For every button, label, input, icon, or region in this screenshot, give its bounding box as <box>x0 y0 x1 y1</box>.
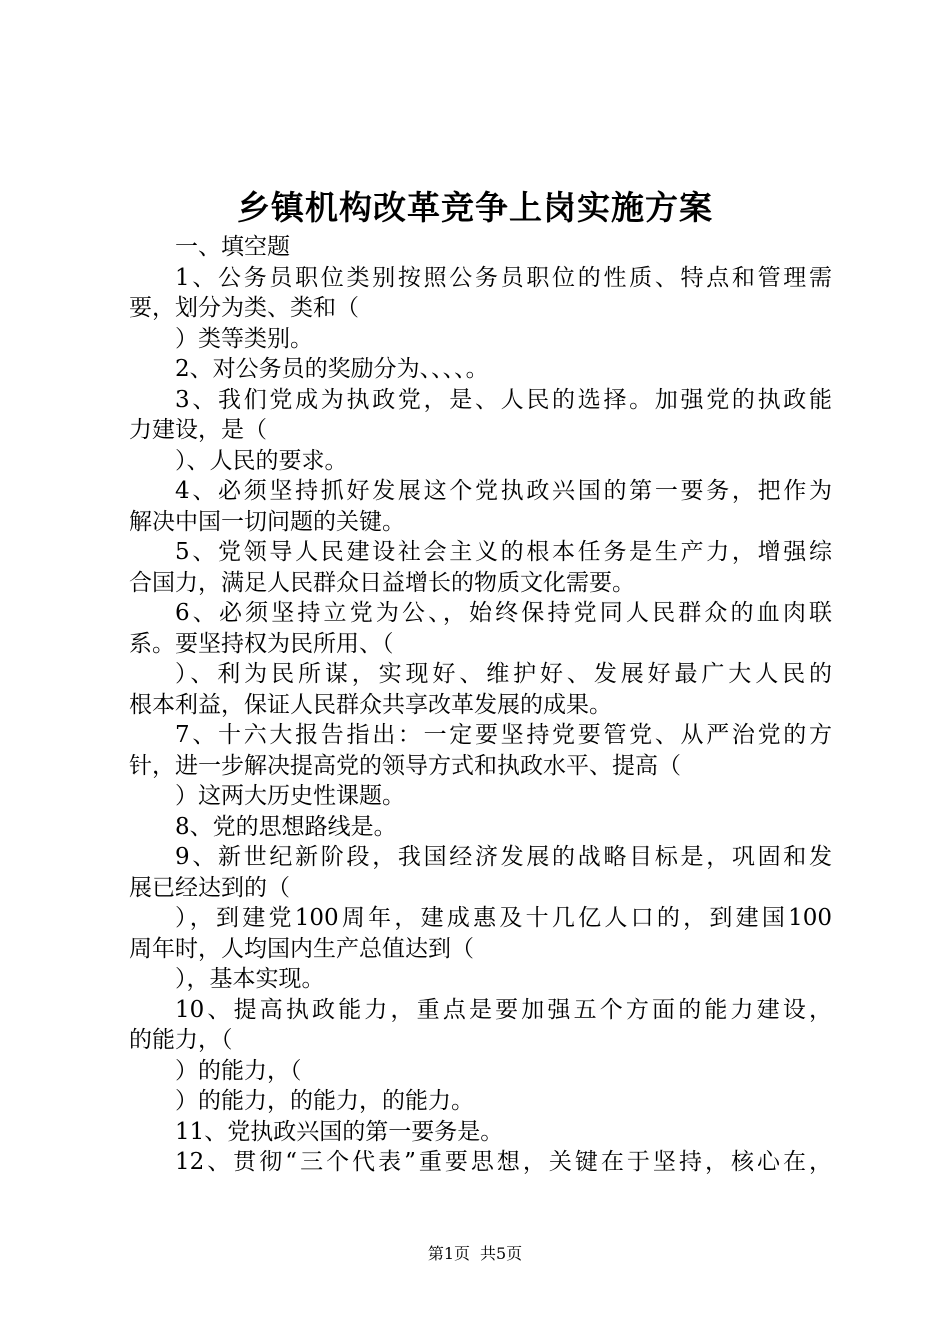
text-line: ），到建党100周年，建成惠及十几亿人口的，到建国100 <box>175 905 832 931</box>
text-line: 解决中国一切问题的关键。 <box>129 508 405 535</box>
text-line: 要，划分为类、类和（ <box>129 295 359 321</box>
text-line: 3、我们党成为执政党，是、人民的选择。加强党的执政能 <box>175 386 832 413</box>
text-line: 12、贯彻“三个代表”重要思想，关键在于坚持，核心在， <box>175 1149 832 1175</box>
text-line: ）的能力，（ <box>175 1057 302 1084</box>
text-line: 10、提高执政能力，重点是要加强五个方面的能力建设， <box>175 996 832 1023</box>
text-line: 根本利益，保证人民群众共享改革发展的成果。 <box>129 691 612 718</box>
text-line: 一、填空题 <box>175 234 290 260</box>
text-line: ）这两大历史性课题。 <box>175 783 405 809</box>
page-total: 共5页 <box>480 1244 523 1263</box>
text-line: 1、公务员职位类别按照公务员职位的性质、特点和管理需 <box>175 264 832 291</box>
text-line: 8、党的思想路线是。 <box>175 813 397 840</box>
text-line: 7、十六大报告指出：一定要坚持党要管党、从严治党的方 <box>175 722 832 748</box>
text-line: 11、党执政兴国的第一要务是。 <box>175 1118 504 1145</box>
text-line: ）类等类别。 <box>175 325 313 352</box>
page-number: 第1页 <box>427 1244 470 1263</box>
document-body <box>129 232 832 1178</box>
page-footer <box>0 1243 950 1265</box>
text-line: 力建设，是（ <box>129 417 267 443</box>
text-line: 合国力，满足人民群众日益增长的物质文化需要。 <box>129 569 635 596</box>
text-line: 周年时，人均国内生产总值达到（ <box>129 935 474 962</box>
text-line: 2、对公务员的奖励分为、、、、。 <box>175 356 489 382</box>
text-line: 系。要坚持权为民所用、（ <box>129 630 394 657</box>
text-line: 针，进一步解决提高党的领导方式和执政水平、提高（ <box>129 752 681 779</box>
text-line: 9、新世纪新阶段，我国经济发展的战略目标是，巩固和发 <box>175 844 832 870</box>
text-line: 5、党领导人民建设社会主义的根本任务是生产力，增强综 <box>175 539 832 565</box>
text-line: 的能力，（ <box>129 1027 233 1053</box>
document-title: 乡镇机构改革竞争上岗实施方案 <box>237 188 713 227</box>
text-line: 展已经达到的（ <box>129 874 290 901</box>
text-line: 4、必须坚持抓好发展这个党执政兴国的第一要务，把作为 <box>175 478 832 504</box>
text-line: ）、利为民所谋，实现好、维护好、发展好最广大人民的 <box>175 661 832 687</box>
text-line: ），基本实现。 <box>175 966 325 992</box>
text-line: ）的能力，的能力，的能力。 <box>175 1088 474 1114</box>
text-line: ）、人民的要求。 <box>175 447 348 474</box>
text-line: 6、必须坚持立党为公、，始终保持党同人民群众的血肉联 <box>175 600 832 626</box>
